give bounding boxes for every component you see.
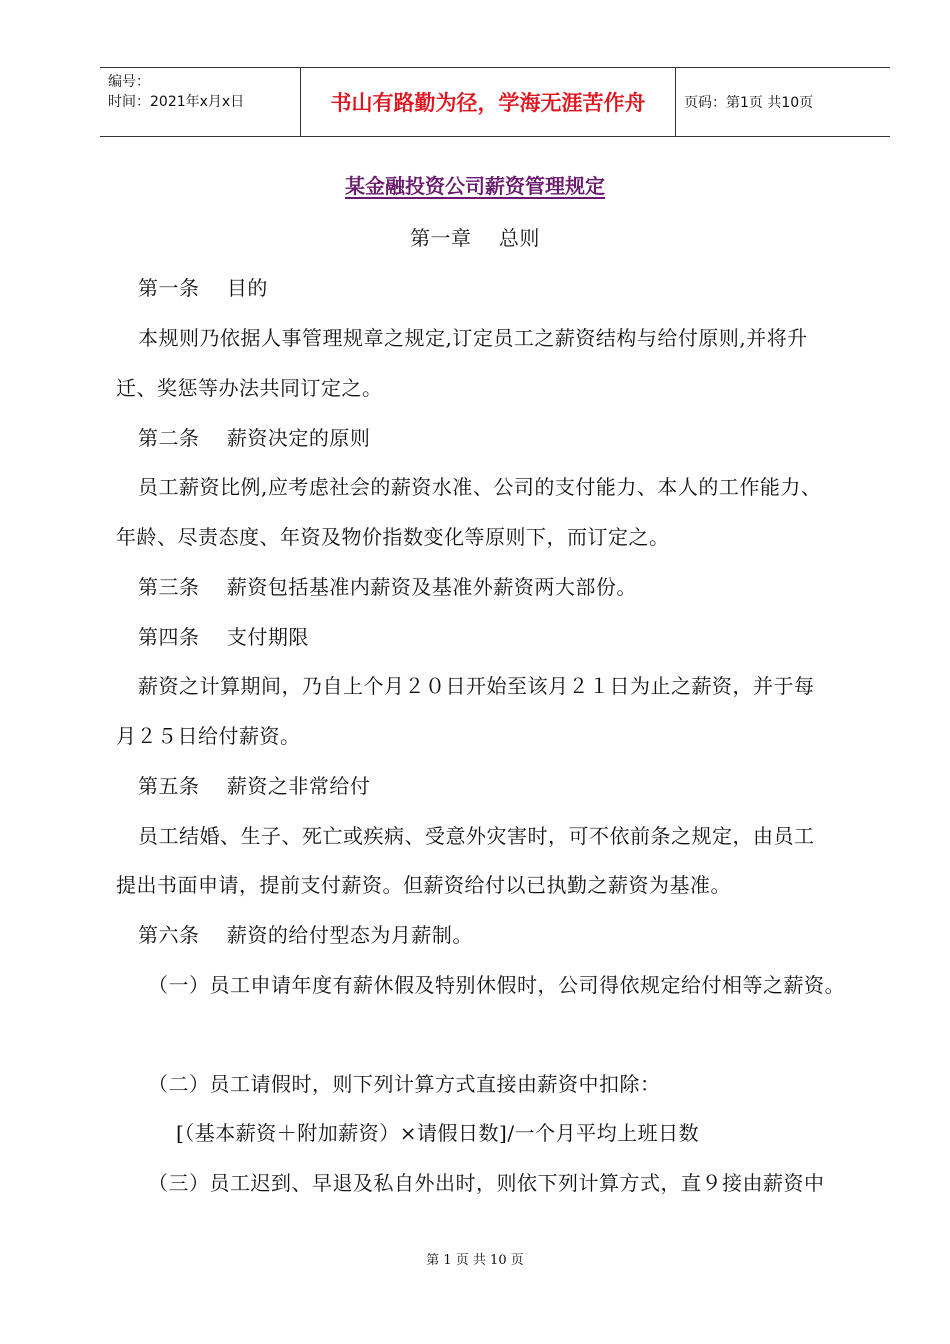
- article-heading: 第三条 薪资包括基准内薪资及基准外薪资两大部份。: [138, 575, 637, 599]
- paragraph-line: 员工结婚、生子、死亡或疾病、受意外灾害时，可不依前条之规定，由员工: [138, 824, 815, 848]
- paragraph-line: 本规则乃依据人事管理规章之规定,订定员工之薪资结构与给付原则,并将升: [138, 326, 808, 350]
- formula-line: [（基本薪资＋附加薪资）×请假日数]/一个月平均上班日数: [176, 1121, 700, 1145]
- list-item: （二）员工请假时，则下列计算方式直接由薪资中扣除：: [148, 1072, 661, 1096]
- article-heading: 第一条 目的: [138, 276, 268, 300]
- paragraph-line: 员工薪资比例,应考虑社会的薪资水准、公司的支付能力、本人的工作能力、: [138, 475, 822, 499]
- document-header: [100, 67, 890, 137]
- header-number: 编号：: [108, 74, 150, 90]
- header-date: 时间：2021年x月x日: [108, 94, 245, 110]
- paragraph-line: 迁、奖惩等办法共同订定之。: [116, 376, 383, 400]
- header-meta: [100, 68, 301, 136]
- header-page-info: 页码：第1页 共10页: [684, 95, 814, 111]
- paragraph-line: 薪资之计算期间，乃自上个月２０日开始至该月２１日为止之薪资，并于每: [138, 674, 815, 698]
- chapter-heading: 第一章 总则: [410, 226, 540, 250]
- paragraph-line: 年龄、尽责态度、年资及物价指数变化等原则下，而订定之。: [116, 525, 670, 549]
- article-heading: 第二条 薪资决定的原则: [138, 426, 371, 450]
- article-heading: 第五条 薪资之非常给付: [138, 774, 371, 798]
- page-footer: 第 1 页 共 10 页: [426, 1253, 524, 1268]
- article-heading: 第四条 支付期限: [138, 625, 309, 649]
- list-item: （一）员工申请年度有薪休假及特别休假时，公司得依规定给付相等之薪资。: [148, 973, 845, 997]
- header-motto: 书山有路勤为径，学海无涯苦作舟: [301, 68, 676, 136]
- paragraph-line: 提出书面申请，提前支付薪资。但薪资给付以已执勤之薪资为基准。: [116, 873, 731, 897]
- article-heading: 第六条 薪资的给付型态为月薪制。: [138, 923, 473, 947]
- paragraph-line: 月２５日给付薪资。: [116, 724, 301, 748]
- document-title: 某金融投资公司薪资管理规定: [345, 174, 605, 198]
- list-item: （三）员工迟到、早退及私自外出时，则依下列计算方式，直９接由薪资中: [148, 1171, 825, 1195]
